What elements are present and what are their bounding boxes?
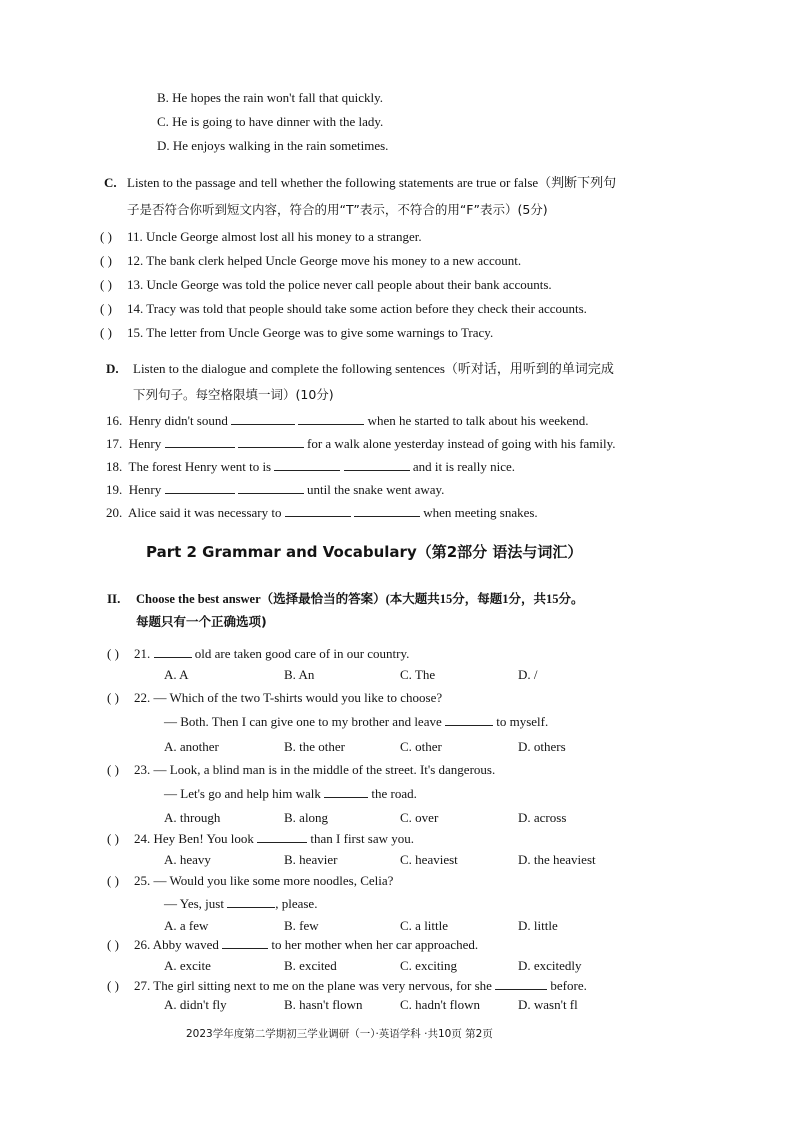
item-text-after: until the snake went away.	[307, 482, 445, 497]
question-stem-after: before.	[550, 978, 587, 993]
item-text-before: Henry	[128, 482, 162, 497]
page-footer: 2023学年度第二学期初三学业调研（一）·英语学科 ·共10页 第2页	[186, 1028, 493, 1040]
question-stem: 24. Hey Ben! You look	[134, 831, 254, 846]
question-stem-after: than I first saw you.	[310, 831, 415, 846]
answer-paren-14[interactable]: ( )	[100, 301, 112, 316]
statement-12: 12. The bank clerk helped Uncle George move his money to a new account.	[127, 253, 522, 268]
item-number: 17.	[106, 436, 123, 451]
answer-paren-12[interactable]: ( )	[100, 253, 112, 268]
option-24c[interactable]: C. heaviest	[400, 852, 458, 867]
line2-after: to myself.	[496, 714, 549, 729]
line2-before: — Both. Then I can give one to my brother and leave	[164, 714, 442, 729]
option-27d[interactable]: D. wasn't fl	[518, 997, 578, 1012]
section-c-instruction-line2: 子是否符合你听到短文内容，符合的用“T”表示，不符合的用“F”表示）(5分)	[127, 202, 548, 217]
question-22-line2	[164, 713, 548, 731]
statement-13: 13. Uncle George was told the police never call people about their bank accounts.	[127, 277, 552, 292]
blank-27[interactable]	[495, 977, 547, 990]
answer-paren-24[interactable]: ( )	[107, 831, 119, 846]
section-c-letter: C.	[104, 175, 117, 190]
answer-paren-15[interactable]: ( )	[100, 325, 112, 340]
option-26d[interactable]: D. excitedly	[518, 958, 582, 973]
fill-item-16	[106, 412, 589, 430]
option-21d[interactable]: D. /	[518, 667, 538, 682]
question-23-stem: 23. — Look, a blind man is in the middle of the street. It's dangerous.	[134, 762, 496, 777]
option-22d[interactable]: D. others	[518, 739, 566, 754]
statement-15: 15. The letter from Uncle George was to give some warnings to Tracy.	[127, 325, 494, 340]
question-24	[134, 830, 414, 848]
answer-paren-21[interactable]: ( )	[107, 646, 119, 661]
item-text-before: Henry didn't sound	[128, 413, 228, 428]
option-21a[interactable]: A. A	[164, 667, 189, 682]
item-number: 19.	[106, 482, 123, 497]
option-24d[interactable]: D. the heaviest	[518, 852, 596, 867]
blank-21[interactable]	[154, 645, 192, 658]
option-22c[interactable]: C. other	[400, 739, 442, 754]
question-stem: 21.	[134, 646, 151, 661]
section-d-instruction-line1: Listen to the dialogue and complete the following sentences（听对话，用听到的单词完成	[133, 361, 614, 376]
option-b-text: B. He hopes the rain won't fall that quickly.	[157, 90, 384, 105]
option-25c[interactable]: C. a little	[400, 918, 449, 933]
answer-paren-27[interactable]: ( )	[107, 978, 119, 993]
option-23d[interactable]: D. across	[518, 810, 567, 825]
blank-16b[interactable]	[298, 412, 364, 425]
option-23b[interactable]: B. along	[284, 810, 329, 825]
blank-23[interactable]	[324, 785, 368, 798]
item-text-after: for a walk alone yesterday instead of going with his family.	[307, 436, 616, 451]
section-ii-instruction-line2: 每题只有一个正确选项)	[136, 614, 267, 629]
section-ii-numeral: II.	[107, 591, 121, 606]
fill-item-19	[106, 481, 444, 499]
option-21c[interactable]: C. The	[400, 667, 436, 682]
answer-paren-25[interactable]: ( )	[107, 873, 119, 888]
item-text-after: and it is really nice.	[412, 459, 516, 474]
question-stem-after: old are taken good care of in our country.	[194, 646, 410, 661]
blank-19b[interactable]	[238, 481, 304, 494]
question-stem-after: to her mother when her car approached.	[271, 937, 479, 952]
option-25b[interactable]: B. few	[284, 918, 319, 933]
blank-19a[interactable]	[165, 481, 235, 494]
option-22a[interactable]: A. another	[164, 739, 219, 754]
item-text-after: when meeting snakes.	[423, 505, 538, 520]
question-25-line2	[164, 895, 317, 913]
blank-17b[interactable]	[238, 435, 304, 448]
option-22b[interactable]: B. the other	[284, 739, 346, 754]
answer-paren-23[interactable]: ( )	[107, 762, 119, 777]
blank-26[interactable]	[222, 936, 268, 949]
section-d-instruction-line2: 下列句子。每空格限填一词）(10分)	[133, 387, 334, 402]
line2-after: the road.	[371, 786, 417, 801]
blank-22[interactable]	[445, 713, 493, 726]
section-ii-instruction-line1: Choose the best answer（选择最恰当的答案）(本大题共15分，每题1分，共15分。	[136, 592, 584, 606]
line2-before: — Yes, just	[164, 896, 224, 911]
answer-paren-22[interactable]: ( )	[107, 690, 119, 705]
answer-paren-26[interactable]: ( )	[107, 937, 119, 952]
blank-24[interactable]	[257, 830, 307, 843]
option-27c[interactable]: C. hadn't flown	[400, 997, 480, 1012]
section-d-letter: D.	[106, 361, 119, 376]
answer-paren-13[interactable]: ( )	[100, 277, 112, 292]
item-text-before: Henry	[128, 436, 162, 451]
item-text-before: Alice said it was necessary to	[128, 505, 282, 520]
item-number: 18.	[106, 459, 123, 474]
option-d-text: D. He enjoys walking in the rain sometimes.	[157, 138, 389, 153]
fill-item-20	[106, 504, 538, 522]
answer-paren-11[interactable]: ( )	[100, 229, 112, 244]
blank-18b[interactable]	[344, 458, 410, 471]
option-25a[interactable]: A. a few	[164, 918, 209, 933]
question-27	[134, 977, 587, 995]
question-21	[134, 645, 409, 663]
question-23-line2	[164, 785, 417, 803]
section-c-instruction-line1: Listen to the passage and tell whether the following statements are true or false（判断下列句	[127, 175, 617, 190]
question-stem: 27. The girl sitting next to me on the plane was very nervous, for she	[134, 978, 492, 993]
statement-11: 11. Uncle George almost lost all his money to a stranger.	[127, 229, 422, 244]
blank-25[interactable]	[227, 895, 275, 908]
blank-20b[interactable]	[354, 504, 420, 517]
option-23c[interactable]: C. over	[400, 810, 439, 825]
blank-20a[interactable]	[285, 504, 351, 517]
option-27a[interactable]: A. didn't fly	[164, 997, 227, 1012]
fill-item-17	[106, 435, 616, 453]
blank-16a[interactable]	[231, 412, 295, 425]
item-number: 20.	[106, 505, 123, 520]
option-24b[interactable]: B. heavier	[284, 852, 338, 867]
blank-18a[interactable]	[274, 458, 340, 471]
option-21b[interactable]: B. An	[284, 667, 315, 682]
option-23a[interactable]: A. through	[164, 810, 221, 825]
blank-17a[interactable]	[165, 435, 235, 448]
line2-after: , please.	[275, 896, 318, 911]
question-22-stem: 22. — Which of the two T-shirts would you like to choose?	[134, 690, 443, 705]
option-26a[interactable]: A. excite	[164, 958, 211, 973]
fill-item-18	[106, 458, 515, 476]
option-27b[interactable]: B. hasn't flown	[284, 997, 363, 1012]
option-25d[interactable]: D. little	[518, 918, 558, 933]
statement-14: 14. Tracy was told that people should take some action before they check their accounts.	[127, 301, 587, 316]
question-26	[134, 936, 478, 954]
option-26b[interactable]: B. excited	[284, 958, 337, 973]
item-text-before: The forest Henry went to is	[128, 459, 272, 474]
item-number: 16.	[106, 413, 123, 428]
option-c-text: C. He is going to have dinner with the lady.	[157, 114, 384, 129]
question-25-stem: 25. — Would you like some more noodles, Celia?	[134, 873, 394, 888]
part2-title: Part 2 Grammar and Vocabulary（第2部分 语法与词汇）	[146, 543, 583, 561]
item-text-after: when he started to talk about his weekend.	[367, 413, 589, 428]
option-26c[interactable]: C. exciting	[400, 958, 458, 973]
question-stem: 26. Abby waved	[134, 937, 219, 952]
line2-before: — Let's go and help him walk	[164, 786, 321, 801]
option-24a[interactable]: A. heavy	[164, 852, 211, 867]
